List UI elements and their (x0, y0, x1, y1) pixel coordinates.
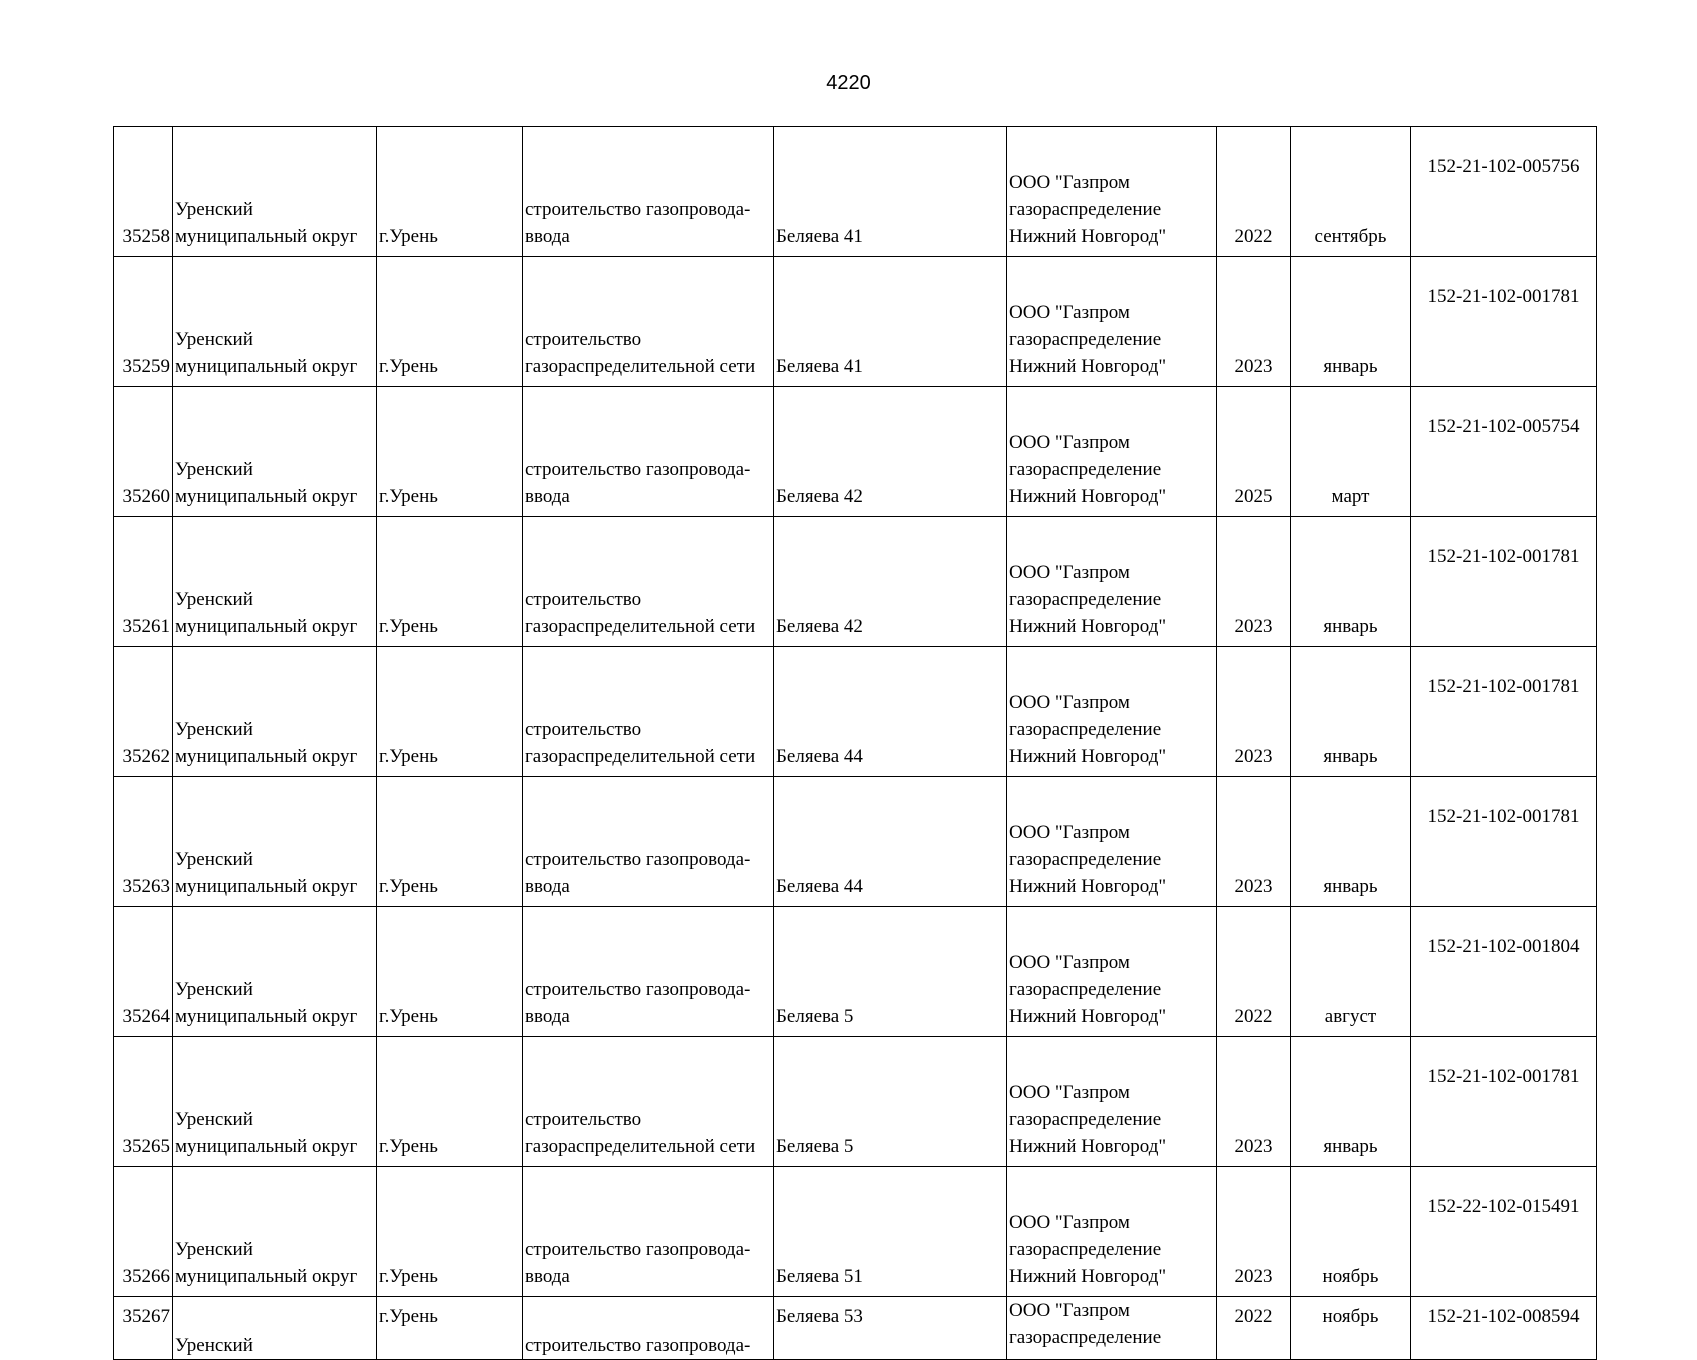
organization-cell (1007, 127, 1217, 257)
month-cell (1291, 127, 1411, 257)
city: г.Урень (379, 356, 438, 377)
year-cell (1217, 1037, 1291, 1167)
code: 152-21-102-005754 (1427, 416, 1580, 437)
organization-line: газораспределение (1009, 719, 1162, 740)
row-id-cell (114, 387, 173, 517)
registry-table (113, 126, 1597, 1360)
page-number: 4220 (826, 72, 871, 94)
work-type-line: строительство (525, 1109, 642, 1130)
table-row (114, 127, 1597, 257)
organization-line: ООО "Газпром (1009, 692, 1130, 713)
month: ноябрь (1322, 1306, 1379, 1327)
table-row (114, 257, 1597, 387)
city: г.Урень (379, 486, 438, 507)
address-cell (774, 387, 1007, 517)
year-cell (1217, 777, 1291, 907)
work-type-cell (523, 1297, 774, 1360)
code: 152-21-102-001781 (1427, 1066, 1580, 1087)
address-cell (774, 257, 1007, 387)
row-id-cell (114, 517, 173, 647)
organization-line: газораспределение (1009, 1109, 1162, 1130)
district-cell (173, 1297, 377, 1360)
month: январь (1323, 1136, 1378, 1157)
row-id: 35262 (122, 746, 170, 767)
address-cell (774, 1297, 1007, 1360)
work-type-cell (523, 1167, 774, 1297)
year: 2023 (1234, 1136, 1273, 1157)
year: 2022 (1234, 226, 1273, 247)
organization-line: Нижний Новгород" (1009, 486, 1167, 507)
district-cell (173, 517, 377, 647)
district-line: Уренский (175, 1109, 253, 1130)
city: г.Урень (379, 1006, 438, 1027)
row-id-cell (114, 1167, 173, 1297)
year-cell (1217, 1167, 1291, 1297)
district-line: муниципальный округ (175, 356, 358, 377)
work-type-cell (523, 127, 774, 257)
work-type-cell (523, 1037, 774, 1167)
year-cell (1217, 647, 1291, 777)
city-cell (377, 387, 523, 517)
organization-line: газораспределение (1009, 589, 1162, 610)
year: 2023 (1234, 876, 1273, 897)
month: январь (1323, 356, 1378, 377)
district-cell (173, 1167, 377, 1297)
work-type-line: ввода (525, 226, 570, 247)
district-line: Уренский (175, 199, 253, 220)
code: 152-21-102-001781 (1427, 806, 1580, 827)
row-id: 35258 (122, 226, 170, 247)
table-row (114, 777, 1597, 907)
address: Беляева 41 (776, 356, 863, 377)
year-cell (1217, 907, 1291, 1037)
district-cell (173, 387, 377, 517)
district-line: муниципальный округ (175, 616, 358, 637)
district-line: Уренский (175, 459, 253, 480)
year: 2022 (1234, 1306, 1273, 1327)
work-type-cell (523, 517, 774, 647)
organization-line: ООО "Газпром (1009, 432, 1130, 453)
table-row (114, 1167, 1597, 1297)
organization-cell (1007, 517, 1217, 647)
work-type-line: строительство (525, 719, 642, 740)
code-cell (1411, 127, 1597, 257)
organization-line: ООО "Газпром (1009, 172, 1130, 193)
year-cell (1217, 387, 1291, 517)
organization-line: Нижний Новгород" (1009, 226, 1167, 247)
year: 2022 (1234, 1006, 1273, 1027)
work-type-line: ввода (525, 486, 570, 507)
organization-line: Нижний Новгород" (1009, 616, 1167, 637)
month-cell (1291, 907, 1411, 1037)
district-line: Уренский (175, 849, 253, 870)
row-id-cell (114, 647, 173, 777)
year-cell (1217, 257, 1291, 387)
year-cell (1217, 127, 1291, 257)
code: 152-21-102-001804 (1427, 936, 1580, 957)
row-id-cell (114, 777, 173, 907)
address: Беляева 42 (776, 616, 863, 637)
code: 152-21-102-001781 (1427, 676, 1580, 697)
year: 2023 (1234, 616, 1273, 637)
month: январь (1323, 876, 1378, 897)
district-line: Уренский (175, 329, 253, 350)
district-line: муниципальный округ (175, 1006, 358, 1027)
year: 2023 (1234, 356, 1273, 377)
table-row (114, 1037, 1597, 1167)
city: г.Урень (379, 876, 438, 897)
organization-line: газораспределение (1009, 459, 1162, 480)
district-line: муниципальный округ (175, 226, 358, 247)
year-cell (1217, 517, 1291, 647)
work-type-cell (523, 257, 774, 387)
organization-cell (1007, 647, 1217, 777)
city: г.Урень (379, 226, 438, 247)
work-type-line: газораспределительной сети (525, 746, 756, 767)
work-type-cell (523, 777, 774, 907)
organization-line: ООО "Газпром (1009, 952, 1130, 973)
address: Беляева 44 (776, 876, 863, 897)
work-type-line: ввода (525, 1006, 570, 1027)
row-id-cell (114, 257, 173, 387)
district-cell (173, 127, 377, 257)
city-cell (377, 517, 523, 647)
organization-cell (1007, 1297, 1217, 1360)
organization-line: ООО "Газпром (1009, 302, 1130, 323)
table-row (114, 517, 1597, 647)
organization-cell (1007, 1037, 1217, 1167)
organization-line: ООО "Газпром (1009, 1300, 1130, 1321)
row-id: 35264 (122, 1006, 170, 1027)
work-type-cell (523, 907, 774, 1037)
month-cell (1291, 647, 1411, 777)
district-cell (173, 257, 377, 387)
code-cell (1411, 1037, 1597, 1167)
year: 2025 (1234, 486, 1273, 507)
city-cell (377, 1297, 523, 1360)
work-type-line: ввода (525, 1266, 570, 1287)
organization-cell (1007, 907, 1217, 1037)
work-type-cell (523, 387, 774, 517)
month-cell (1291, 517, 1411, 647)
city-cell (377, 907, 523, 1037)
organization-cell (1007, 387, 1217, 517)
city: г.Урень (379, 1266, 438, 1287)
organization-line: газораспределение (1009, 849, 1162, 870)
code: 152-22-102-015491 (1427, 1196, 1580, 1217)
district-line: Уренский (175, 1239, 253, 1260)
city-cell (377, 257, 523, 387)
organization-cell (1007, 777, 1217, 907)
address: Беляева 51 (776, 1266, 863, 1287)
district-line: Уренский (175, 589, 253, 610)
row-id-cell (114, 1297, 173, 1360)
row-id: 35260 (122, 486, 170, 507)
code-cell (1411, 1297, 1597, 1360)
work-type-line: ввода (525, 876, 570, 897)
code: 152-21-102-001781 (1427, 286, 1580, 307)
month: январь (1323, 616, 1378, 637)
city-cell (377, 647, 523, 777)
code-cell (1411, 517, 1597, 647)
table-row (114, 907, 1597, 1037)
organization-line: газораспределение (1009, 329, 1162, 350)
organization-line: газораспределение (1009, 1327, 1162, 1348)
organization-line: ООО "Газпром (1009, 822, 1130, 843)
month-cell (1291, 387, 1411, 517)
work-type-line: строительство газопровода- (525, 1335, 751, 1356)
organization-line: Нижний Новгород" (1009, 746, 1167, 767)
organization-line: газораспределение (1009, 199, 1162, 220)
month-cell (1291, 257, 1411, 387)
row-id: 35263 (122, 876, 170, 897)
city-cell (377, 1167, 523, 1297)
address: Беляева 42 (776, 486, 863, 507)
organization-line: Нижний Новгород" (1009, 1266, 1167, 1287)
row-id: 35265 (122, 1136, 170, 1157)
row-id: 35259 (122, 356, 170, 377)
year: 2023 (1234, 1266, 1273, 1287)
row-id: 35267 (122, 1306, 170, 1327)
district-line: Уренский (175, 979, 253, 1000)
code: 152-21-102-008594 (1427, 1306, 1580, 1327)
address-cell (774, 907, 1007, 1037)
row-id-cell (114, 907, 173, 1037)
organization-line: ООО "Газпром (1009, 1082, 1130, 1103)
code-cell (1411, 777, 1597, 907)
month: август (1324, 1006, 1377, 1027)
year-cell (1217, 1297, 1291, 1360)
code-cell (1411, 257, 1597, 387)
district-line: муниципальный округ (175, 1266, 358, 1287)
address-cell (774, 647, 1007, 777)
address-cell (774, 1037, 1007, 1167)
city: г.Урень (379, 1306, 438, 1327)
organization-line: Нижний Новгород" (1009, 1006, 1167, 1027)
city-cell (377, 1037, 523, 1167)
month: январь (1323, 746, 1378, 767)
month: сентябрь (1314, 226, 1387, 247)
work-type-cell (523, 647, 774, 777)
work-type-line: газораспределительной сети (525, 616, 756, 637)
organization-line: ООО "Газпром (1009, 1212, 1130, 1233)
address-cell (774, 127, 1007, 257)
address: Беляева 41 (776, 226, 863, 247)
organization-line: Нижний Новгород" (1009, 1136, 1167, 1157)
city: г.Урень (379, 1136, 438, 1157)
address: Беляева 5 (776, 1006, 854, 1027)
code-cell (1411, 647, 1597, 777)
organization-cell (1007, 1167, 1217, 1297)
district-cell (173, 907, 377, 1037)
city-cell (377, 127, 523, 257)
work-type-line: строительство газопровода- (525, 459, 751, 480)
month-cell (1291, 1297, 1411, 1360)
code-cell (1411, 387, 1597, 517)
work-type-line: строительство газопровода- (525, 979, 751, 1000)
district-cell (173, 1037, 377, 1167)
district-line: муниципальный округ (175, 746, 358, 767)
work-type-line: строительство (525, 589, 642, 610)
district-cell (173, 647, 377, 777)
organization-line: газораспределение (1009, 979, 1162, 1000)
code-cell (1411, 1167, 1597, 1297)
row-id: 35261 (122, 616, 170, 637)
city-cell (377, 777, 523, 907)
row-id: 35266 (122, 1266, 170, 1287)
month-cell (1291, 1037, 1411, 1167)
district-line: муниципальный округ (175, 1136, 358, 1157)
organization-line: ООО "Газпром (1009, 562, 1130, 583)
table-body (114, 127, 1597, 1360)
work-type-line: газораспределительной сети (525, 1136, 756, 1157)
code-cell (1411, 907, 1597, 1037)
work-type-line: строительство газопровода- (525, 849, 751, 870)
organization-line: газораспределение (1009, 1239, 1162, 1260)
work-type-line: строительство газопровода- (525, 1239, 751, 1260)
work-type-line: газораспределительной сети (525, 356, 756, 377)
address: Беляева 5 (776, 1136, 854, 1157)
organization-line: Нижний Новгород" (1009, 876, 1167, 897)
district-line: муниципальный округ (175, 486, 358, 507)
year: 2023 (1234, 746, 1273, 767)
work-type-line: строительство газопровода- (525, 199, 751, 220)
table-row (114, 387, 1597, 517)
work-type-line: строительство (525, 329, 642, 350)
code: 152-21-102-005756 (1427, 156, 1580, 177)
code: 152-21-102-001781 (1427, 546, 1580, 567)
row-id-cell (114, 127, 173, 257)
city: г.Урень (379, 616, 438, 637)
month-cell (1291, 1167, 1411, 1297)
district-line: муниципальный округ (175, 876, 358, 897)
table-row (114, 647, 1597, 777)
month: март (1331, 486, 1370, 507)
month: ноябрь (1322, 1266, 1379, 1287)
address-cell (774, 517, 1007, 647)
city: г.Урень (379, 746, 438, 767)
row-id-cell (114, 1037, 173, 1167)
district-cell (173, 777, 377, 907)
table-row (114, 1297, 1597, 1360)
address-cell (774, 1167, 1007, 1297)
address-cell (774, 777, 1007, 907)
organization-cell (1007, 257, 1217, 387)
month-cell (1291, 777, 1411, 907)
district-line: Уренский (175, 719, 253, 740)
organization-line: Нижний Новгород" (1009, 356, 1167, 377)
address: Беляева 53 (776, 1306, 863, 1327)
district-line: Уренский (175, 1335, 253, 1356)
address: Беляева 44 (776, 746, 863, 767)
